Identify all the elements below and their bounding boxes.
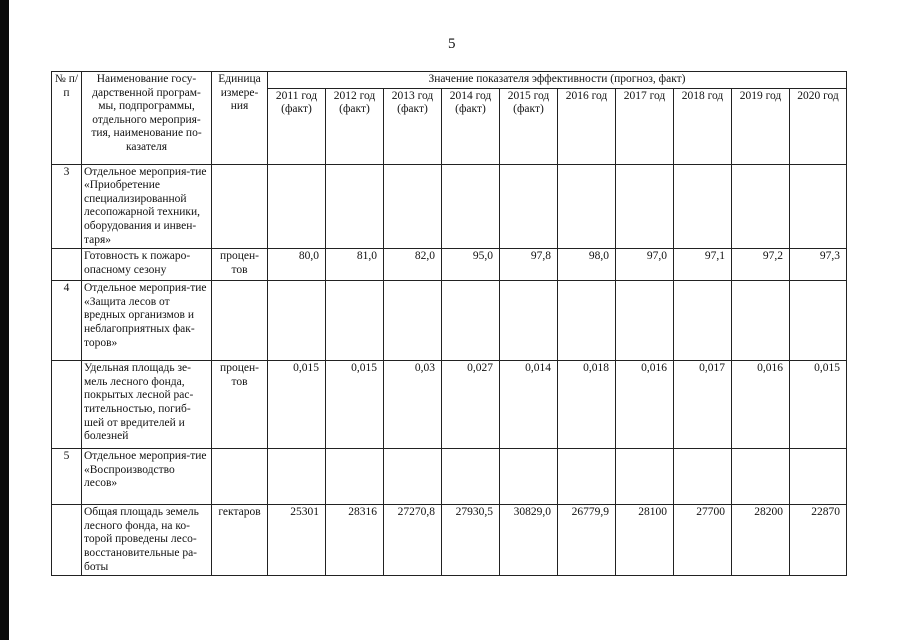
value-cell <box>326 449 384 505</box>
header-year: 2017 год <box>616 88 674 164</box>
value-cell <box>558 281 616 361</box>
value-cell: 25301 <box>268 505 326 576</box>
value-cell: 0,027 <box>442 361 500 449</box>
value-cell <box>384 449 442 505</box>
value-cell <box>500 449 558 505</box>
row-unit <box>212 449 268 505</box>
header-row <box>52 72 847 89</box>
value-cell: 0,015 <box>326 361 384 449</box>
header-year: 2012 год (факт) <box>326 88 384 164</box>
value-cell <box>674 164 732 249</box>
row-unit: процен-тов <box>212 249 268 281</box>
row-num: 5 <box>52 449 82 505</box>
page-number: 5 <box>448 36 456 52</box>
row-name: Удельная площадь зе-мель лесного фонда, покрытых лесной рас-тительностью, погиб-шей от вредителей и болезней <box>82 361 212 449</box>
value-cell <box>790 281 847 361</box>
value-cell <box>442 281 500 361</box>
header-year: 2020 год <box>790 88 847 164</box>
value-cell: 80,0 <box>268 249 326 281</box>
value-cell: 0,015 <box>268 361 326 449</box>
value-cell: 97,2 <box>732 249 790 281</box>
row-name: Общая площадь земель лесного фонда, на ко-торой проведены лесо-восстановительные ра-боты <box>82 505 212 576</box>
header-year: 2013 год (факт) <box>384 88 442 164</box>
value-cell <box>384 281 442 361</box>
row-name: Отдельное мероприя-тие «Приобретение специализированной лесопожарной техники, оборудования и инвен-таря» <box>82 164 212 249</box>
value-cell <box>268 281 326 361</box>
value-cell: 27930,5 <box>442 505 500 576</box>
header-year: 2015 год (факт) <box>500 88 558 164</box>
row-unit <box>212 281 268 361</box>
value-cell: 30829,0 <box>500 505 558 576</box>
value-cell: 0,03 <box>384 361 442 449</box>
row-num: 4 <box>52 281 82 361</box>
value-cell <box>732 449 790 505</box>
efficiency-table <box>51 71 847 576</box>
header-value-group: Значение показателя эффективности (прогноз, факт) <box>268 72 847 89</box>
value-cell <box>616 281 674 361</box>
value-cell <box>326 164 384 249</box>
value-cell <box>326 281 384 361</box>
value-cell: 97,8 <box>500 249 558 281</box>
table-row <box>52 249 847 281</box>
value-cell: 98,0 <box>558 249 616 281</box>
value-cell <box>616 449 674 505</box>
value-cell <box>558 164 616 249</box>
value-cell: 22870 <box>790 505 847 576</box>
value-cell <box>558 449 616 505</box>
value-cell <box>268 164 326 249</box>
value-cell: 82,0 <box>384 249 442 281</box>
value-cell: 28200 <box>732 505 790 576</box>
row-num <box>52 505 82 576</box>
header-unit: Единица измере-ния <box>212 72 268 165</box>
row-name: Отдельное мероприя-тие «Воспроизводство лесов» <box>82 449 212 505</box>
value-cell <box>442 164 500 249</box>
value-cell <box>674 449 732 505</box>
row-name: Отдельное мероприя-тие «Защита лесов от вредных организмов и неблагоприятных фак-торов» <box>82 281 212 361</box>
table-row <box>52 505 847 576</box>
row-num: 3 <box>52 164 82 249</box>
value-cell <box>790 164 847 249</box>
value-cell: 0,016 <box>732 361 790 449</box>
header-year: 2016 год <box>558 88 616 164</box>
value-cell: 97,3 <box>790 249 847 281</box>
value-cell: 27270,8 <box>384 505 442 576</box>
table-row <box>52 164 847 249</box>
header-year: 2014 год (факт) <box>442 88 500 164</box>
header-year: 2019 год <box>732 88 790 164</box>
value-cell: 0,015 <box>790 361 847 449</box>
value-cell <box>268 449 326 505</box>
value-cell: 28316 <box>326 505 384 576</box>
value-cell: 28100 <box>616 505 674 576</box>
header-name: Наименование госу-дарственной програм-мы, подпрограммы, отдельного мероприя-тия, наименование по-казателя <box>82 72 212 165</box>
table-row <box>52 449 847 505</box>
value-cell <box>500 164 558 249</box>
value-cell <box>500 281 558 361</box>
header-year: 2018 год <box>674 88 732 164</box>
value-cell <box>732 281 790 361</box>
value-cell: 27700 <box>674 505 732 576</box>
value-cell: 26779,9 <box>558 505 616 576</box>
row-name: Готовность к пожаро-опасному сезону <box>82 249 212 281</box>
value-cell <box>732 164 790 249</box>
header-num: № п/п <box>52 72 82 165</box>
value-cell: 81,0 <box>326 249 384 281</box>
row-unit: процен-тов <box>212 361 268 449</box>
row-num <box>52 361 82 449</box>
value-cell <box>384 164 442 249</box>
row-unit: гектаров <box>212 505 268 576</box>
table-row <box>52 281 847 361</box>
row-unit <box>212 164 268 249</box>
value-cell: 0,014 <box>500 361 558 449</box>
scan-edge-bar <box>0 0 9 640</box>
value-cell <box>616 164 674 249</box>
value-cell: 0,016 <box>616 361 674 449</box>
value-cell: 0,018 <box>558 361 616 449</box>
row-num <box>52 249 82 281</box>
value-cell <box>790 449 847 505</box>
value-cell: 95,0 <box>442 249 500 281</box>
value-cell <box>442 449 500 505</box>
value-cell: 97,1 <box>674 249 732 281</box>
value-cell: 97,0 <box>616 249 674 281</box>
value-cell: 0,017 <box>674 361 732 449</box>
value-cell <box>674 281 732 361</box>
header-year: 2011 год (факт) <box>268 88 326 164</box>
table-row <box>52 361 847 449</box>
